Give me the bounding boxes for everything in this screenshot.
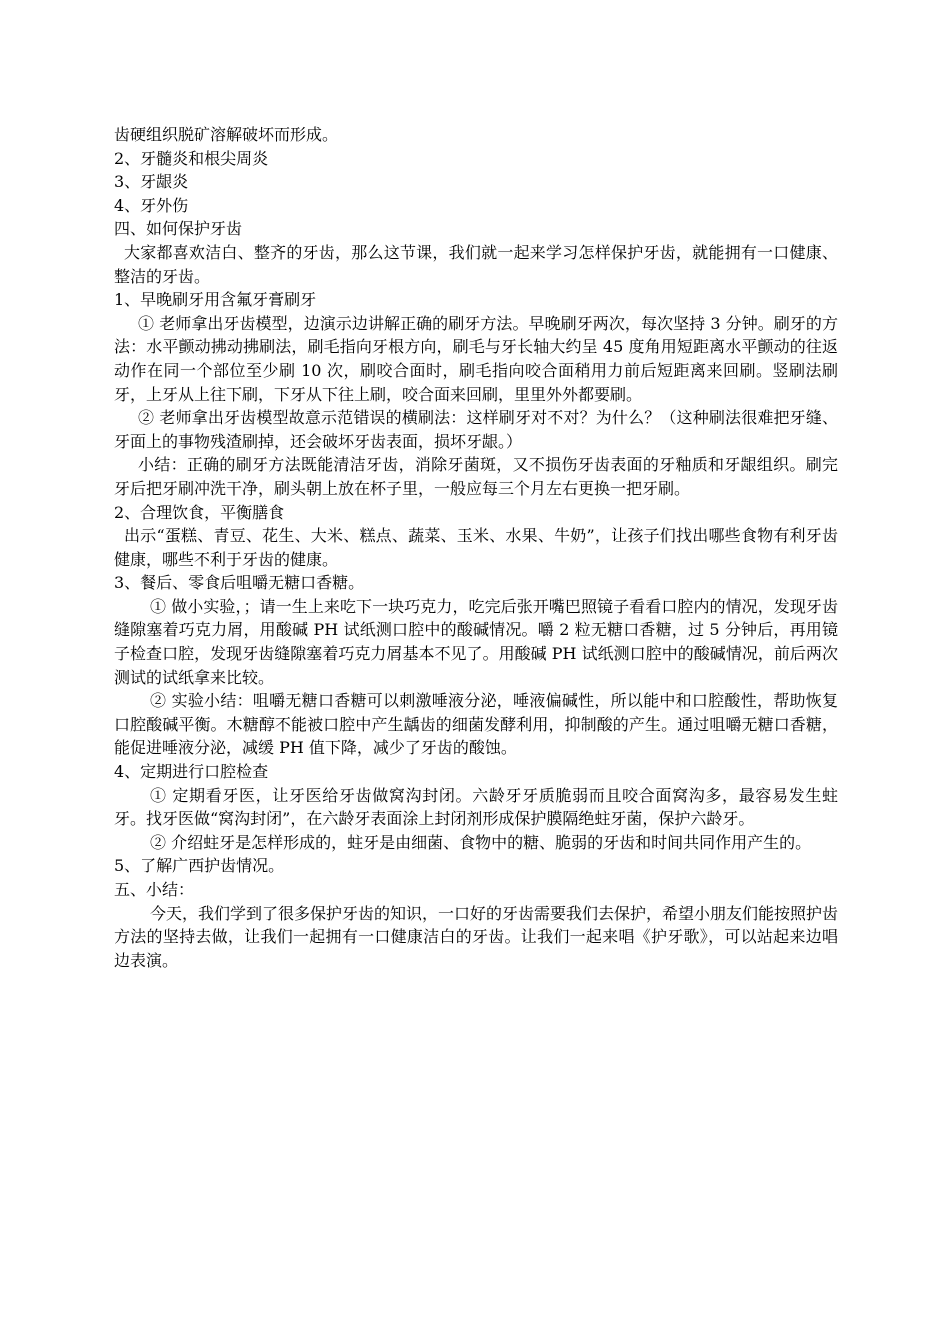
paragraph-17: ① 定期看牙医，让牙医给牙齿做窝沟封闭。六龄牙牙质脆弱而且咬合面窝沟多，最容易发生蛀牙。找牙医做“窝沟封闭”，在六龄牙表面涂上封闭剂形成保护膜隔绝蛀牙菌，保护六龄牙。 [114,785,838,829]
paragraph-14: ① 做小实验，；请一生上来吃下一块巧克力，吃完后张开嘴巴照镜子看看口腔内的情况，发现牙齿缝隙塞着巧克力屑，用酸碱 PH 试纸测口腔中的酸碱情况。嚼 2 粒无糖口香糖，过 5 分钟后，再用镜子检查口腔，发现牙齿缝隙塞着巧克力屑基本不见了。用酸碱 PH 试纸测口腔中的酸碱情况，前后两次测试的试纸拿来比较。 [114,596,838,687]
paragraph-13: 3、餐后、零食后咀嚼无糖口香糖。 [114,573,365,593]
paragraph-9: ② 老师拿出牙齿模型故意示范错误的横刷法：这样刷牙对不对？为什么？（这种刷法很难把牙缝、牙面上的事物残渣刷掉，还会破坏牙齿表面，损坏牙龈。） [114,408,838,451]
paragraph-4: 4、牙外伤 [114,195,189,215]
paragraph-6: 大家都喜欢洁白、整齐的牙齿，那么这节课，我们就一起来学习怎样保护牙齿，就能拥有一口健康、整洁的牙齿。 [114,242,838,286]
paragraph-7: 1、早晚刷牙用含氟牙膏刷牙 [114,290,317,310]
paragraph-1: 齿硬组织脱矿溶解破坏而形成。 [114,125,339,144]
paragraph-3: 3、牙龈炎 [114,172,189,192]
paragraph-12: 出示“蛋糕、青豆、花生、大米、糕点、蔬菜、玉米、水果、牛奶”，让孩子们找出哪些食物有利牙齿健康，哪些不利于牙齿的健康。 [114,526,838,569]
paragraph-15: ② 实验小结：咀嚼无糖口香糖可以刺激唾液分泌，唾液偏碱性，所以能中和口腔酸性，帮助恢复口腔酸碱平衡。木糖醇不能被口腔中产生龋齿的细菌发酵利用，抑制酸的产生。通过咀嚼无糖口香糖，能促进唾液分泌，减缓 PH 值下降，减少了牙齿的酸蚀。 [114,691,838,758]
paragraph-19: 5、了解广西护齿情况。 [114,856,285,876]
paragraph-10: 小结：正确的刷牙方法既能清洁牙齿，消除牙菌斑，又不损伤牙齿表面的牙釉质和牙龈组织。刷完牙后把牙刷冲洗干净，刷头朝上放在杯子里，一般应每三个月左右更换一把牙刷。 [114,455,838,498]
paragraph-18: ② 介绍蛀牙是怎样形成的，蛀牙是由细菌、食物中的糖、脆弱的牙齿和时间共同作用产生的。 [150,832,812,852]
paragraph-16: 4、定期进行口腔检查 [114,762,269,782]
paragraph-21: 今天，我们学到了很多保护牙齿的知识，一口好的牙齿需要我们去保护，希望小朋友们能按照护齿方法的坚持去做，让我们一起拥有一口健康洁白的牙齿。让我们一起来唱《护牙歌》，可以站起来边唱边表演。 [114,903,839,970]
paragraph-11: 2、合理饮食，平衡膳食 [114,502,285,522]
paragraph-8: ① 老师拿出牙齿模型，边演示边讲解正确的刷牙方法。早晚刷牙两次，每次坚持 3 分钟。刷牙的方法：水平颤动拂动拂刷法，刷毛指向牙根方向，刷毛与牙长轴大约呈 45 度角用短距离水平颤动的往返动作在同一个部位至少刷 10 次，刷咬合面时，刷毛指向咬合面稍用力前后短距离来回刷。竖刷法刷牙，上牙从上往下刷，下牙从下往上刷，咬合面来回刷，里里外外都要刷。 [114,313,838,404]
paragraph-2: 2、牙髓炎和根尖周炎 [114,148,269,168]
document-page [114,123,838,972]
paragraph-20: 五、小结： [114,880,195,899]
paragraph-5: 四、如何保护牙齿 [114,219,243,239]
